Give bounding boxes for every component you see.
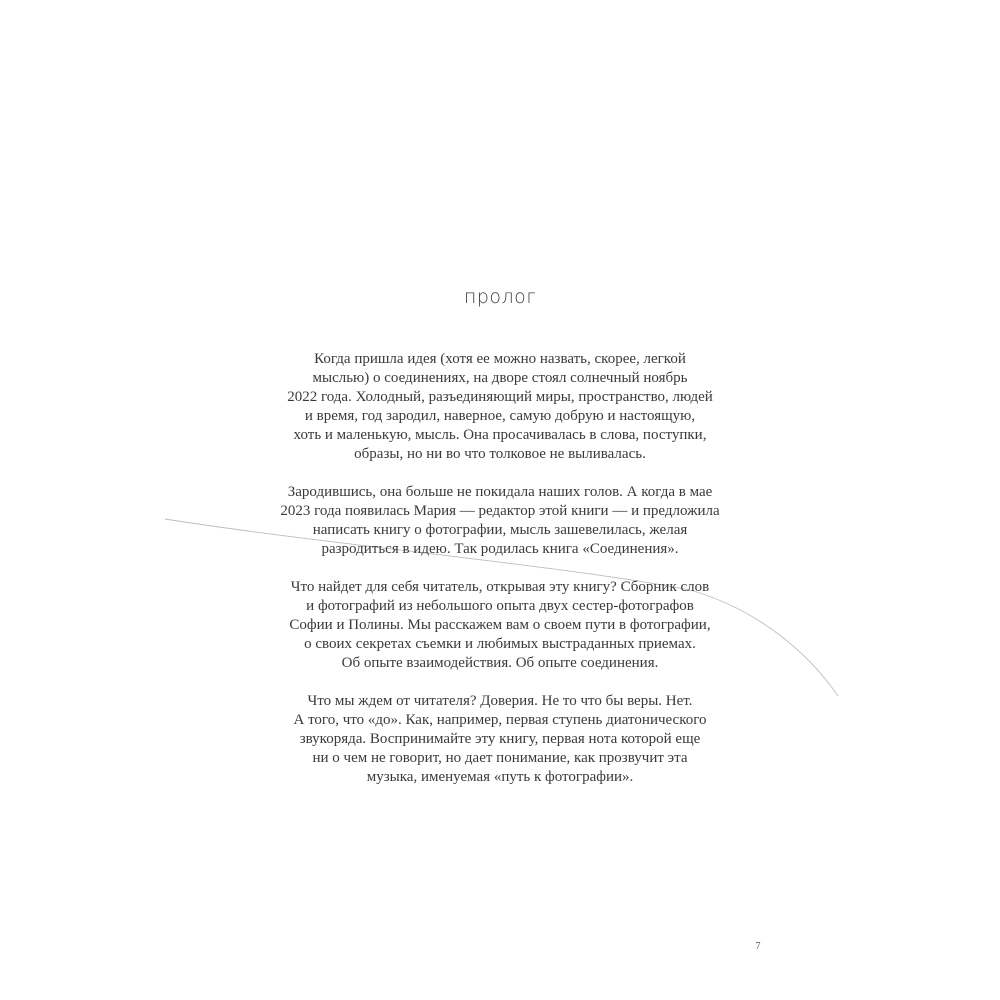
text-line: написать книгу о фотографии, мысль зашевелилась, желая <box>312 522 688 538</box>
text-line: мыслью) о соединениях, на дворе стоял солнечный ноябрь <box>312 370 688 386</box>
text-line: Об опыте взаимодействия. Об опыте соединения. <box>341 655 659 671</box>
text-line: 2022 года. Холодный, разъединяющий миры, пространство, людей <box>287 389 713 405</box>
page-number: 7 <box>755 941 761 952</box>
text-line: хоть и маленькую, мысль. Она просачивалась в слова, поступки, <box>293 427 707 443</box>
text-line: ни о чем не говорит, но дает понимание, как прозвучит эта <box>312 750 688 766</box>
text-line: Софии и Полины. Мы расскажем вам о своем пути в фотографии, <box>289 617 711 633</box>
text-line: музыка, именуемая «путь к фотографии». <box>366 769 634 785</box>
prologue-text <box>250 350 750 806</box>
text-line: образы, но ни во что толковое не выливалась. <box>354 446 646 462</box>
paragraph <box>250 578 750 673</box>
text-line: Когда пришла идея (хотя ее можно назвать, скорее, легкой <box>314 351 686 367</box>
text-line: и время, год зародил, наверное, самую добрую и настоящую, <box>304 408 696 424</box>
text-line: А того, что «до». Как, например, первая ступень диатонического <box>293 712 707 728</box>
paragraph <box>250 350 750 464</box>
page-title: пролог <box>463 286 537 308</box>
paragraph <box>250 483 750 559</box>
text-line: 2023 года появилась Мария — редактор этой книги — и предложила <box>280 503 720 519</box>
text-line: о своих секретах съемки и любимых выстраданных приемах. <box>304 636 696 652</box>
text-line: звукоряда. Воспринимайте эту книгу, первая нота которой еще <box>299 731 701 747</box>
text-line: Что найдет для себя читатель, открывая эту книгу? Сборник слов <box>290 579 710 595</box>
text-line: Что мы ждем от читателя? Доверия. Не то что бы веры. Нет. <box>307 693 693 709</box>
paragraph <box>250 692 750 787</box>
text-line: Зародившись, она больше не покидала наших голов. А когда в мае <box>287 484 713 500</box>
text-line: и фотографий из небольшого опыта двух сестер-фотографов <box>306 598 694 614</box>
text-line: разродиться в идею. Так родилась книга «Соединения». <box>321 541 679 557</box>
